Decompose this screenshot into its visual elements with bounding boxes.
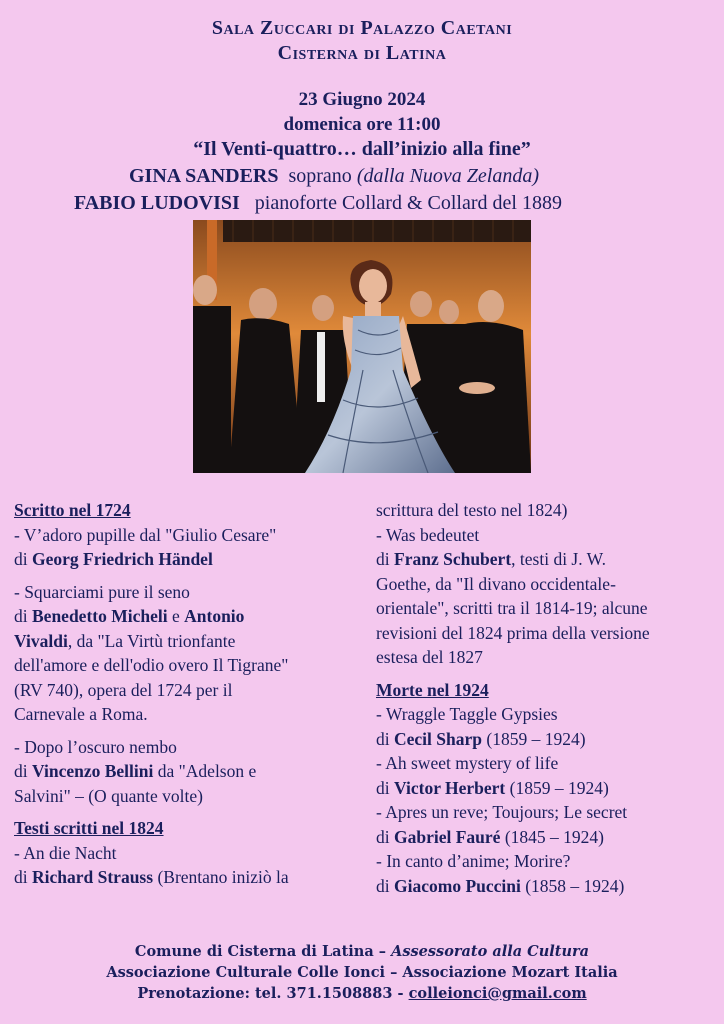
performer-singer-note: (dalla Nuova Zelanda) [356,165,540,187]
program-line: - Apres un reve; Toujours; Le secret [376,802,628,822]
program-line: di Vincenzo Bellini da "Adelson e [14,761,257,781]
composer-name: Antonio [184,606,245,626]
composer-name: Giacomo Puccini [394,875,521,896]
program-line: di Cecil Sharp (1859 – 1924) [376,728,586,749]
footer-line-associations: Associazione Culturale Colle Ionci – Associazione Mozart Italia [106,964,618,981]
program-line: di Richard Strauss (Brentano iniziò la [14,867,289,887]
program-line: Vivaldi, da "La Virtù trionfante [14,630,236,651]
venue-block [0,16,724,66]
section-heading-1724: Scritto nel 1724 [14,500,131,520]
performer-pianist [74,191,562,216]
program-line: - An die Nacht [14,842,117,863]
event-date-block [0,87,724,137]
program-right-column [376,498,716,898]
program-line: di Victor Herbert (1859 – 1924) [376,777,609,798]
program-line: - Wraggle Taggle Gypsies [376,704,558,724]
composer-name: Victor Herbert [394,777,506,798]
program-line: scrittura del testo nel 1824) [376,500,568,520]
program-line: - In canto d’anime; Morire? [376,851,571,871]
footer-line-municipality: Comune di Cisterna di Latina – Assessorato alla Cultura [134,943,590,960]
contact-email-link[interactable]: colleionci@gmail.com [408,985,587,1002]
performer-pianist-role: pianoforte Collard & Collard del 1889 [254,192,562,214]
program-line: Carnevale a Roma. [14,704,148,724]
composer-name: Gabriel Fauré [394,826,501,847]
section-heading-1924: Morte nel 1924 [376,679,489,700]
concert-title: “Il Venti-quattro… dall’inizio alla fine” [193,138,531,160]
program-line: (RV 740), opera del 1724 per il [14,679,233,700]
program-line: di Georg Friedrich Händel [14,549,213,569]
composer-name: Franz Schubert [394,549,512,569]
program-line: di Gabriel Fauré (1845 – 1924) [376,826,604,847]
footer-line-booking: Prenotazione: tel. 371.1508883 - colleionci@gmail.com [137,985,587,1002]
program-line: - Dopo l’oscuro nembo [14,736,177,757]
program-line: orientale", scritti tra il 1814-19; alcune [376,598,648,618]
composer-name: Vincenzo Bellini [32,761,154,781]
program-line: di Franz Schubert, testi di J. W. [376,549,606,569]
program-line: Salvini" – (O quante volte) [14,785,203,806]
concert-photo [193,220,531,473]
composer-name: Georg Friedrich Händel [32,549,213,569]
venue-name: Sala Zuccari di Palazzo Caetani [211,17,513,39]
performer-singer [129,164,539,189]
program-line: estesa del 1827 [376,647,483,667]
composer-name: Vivaldi [14,630,68,651]
composer-name: Benedetto Micheli [32,606,168,626]
program-line: - V’adoro pupille dal "Giulio Cesare" [14,524,277,545]
event-date: 23 Giugno 2024 [298,89,426,110]
footer-credits [0,941,724,1004]
program-line: - Was bedeutet [376,524,480,545]
program-line: revisioni del 1824 prima della versione [376,622,650,643]
program-line: dell'amore e dell'odio overo Il Tigrane" [14,655,289,675]
program-left-column [14,498,344,890]
program-line: - Squarciami pure il seno [14,581,190,602]
event-time: domenica ore 11:00 [283,114,441,135]
program-line: - Ah sweet mystery of life [376,753,559,773]
performer-singer-name: GINA SANDERS [129,165,279,187]
performer-singer-role: soprano [288,165,352,187]
program-line: Goethe, da "Il divano occidentale- [376,573,616,594]
composer-name: Cecil Sharp [394,728,482,749]
program-line: di Benedetto Micheli e Antonio [14,606,245,626]
program-line: di Giacomo Puccini (1858 – 1924) [376,875,625,896]
venue-city: Cisterna di Latina [277,42,447,64]
composer-name: Richard Strauss [32,867,154,887]
section-heading-1824: Testi scritti nel 1824 [14,818,164,838]
performer-pianist-name: FABIO LUDOVISI [74,192,240,214]
